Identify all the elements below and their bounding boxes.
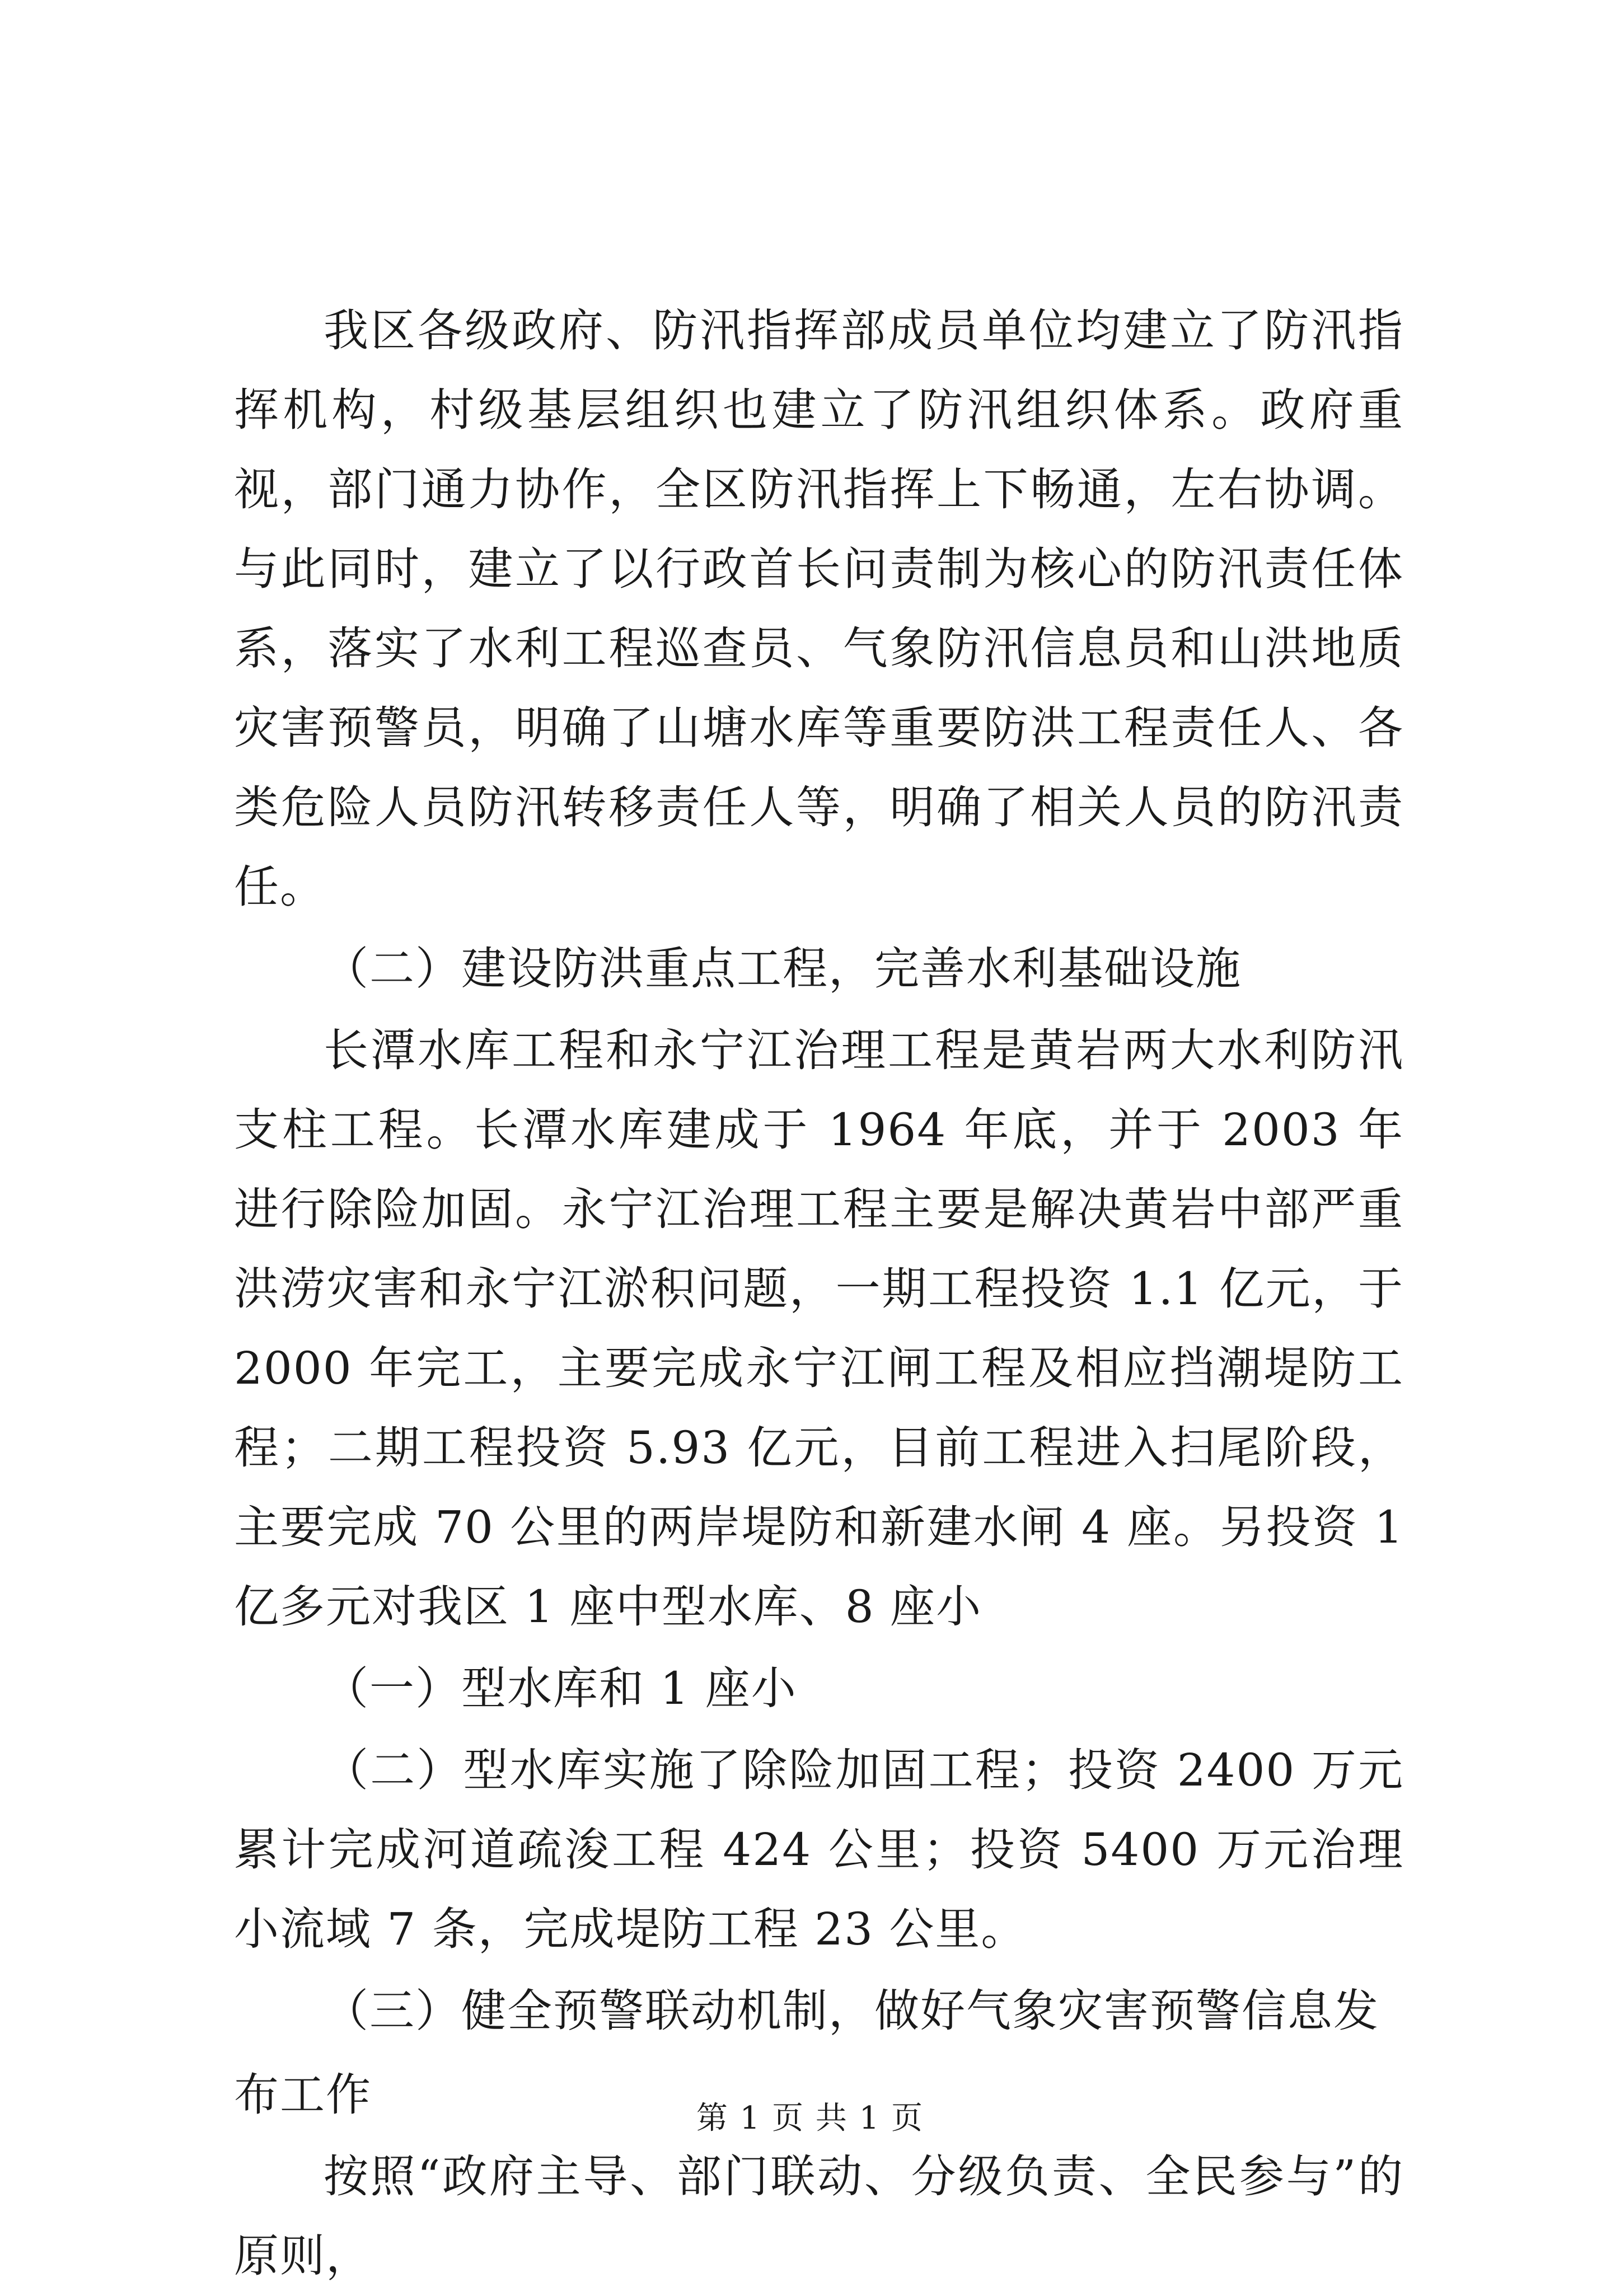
paragraph: （二）型水库实施了除险加固工程；投资 2400 万元累计完成河道疏浚工程 424 公里；投资 5400 万元治理小流域 7 条，完成堤防工程 23 公里。 [234,1744,1404,1955]
paragraph: 我区各级政府、防汛指挥部成员单位均建立了防汛指挥机构，村级基层组织也建立了防汛组织体系。政府重视，部门通力协作，全区防汛指挥上下畅通，左右协调。与此同时，建立了以行政首长问责制为核心的防汛责任体系，落实了水利工程巡查员、气象防汛信息员和山洪地质灾害预警员，明确了山塘水库等重要防洪工程责任人、各类危险人员防汛转移责任人等，明确了相关人员的防汛责任。 [234,304,1404,913]
section-heading: （二）建设防洪重点工程，完善水利基础设施 [324,943,1242,995]
section-heading: （三）健全预警联动机制，做好气象灾害预警信息发布工作 [234,1985,1379,2121]
page-footer: 第 1 页 共 1 页 [696,2100,924,2136]
paragraph: 按照“政府主导、部门联动、分级负责、全民参与”的原则， [234,2150,1404,2282]
section-heading: （一）型水库和 1 座小 [324,1662,797,1714]
document-body [234,291,1404,2296]
paragraph: 长潭水库工程和永宁江治理工程是黄岩两大水利防汛支柱工程。长潭水库建成于 1964 年底，并于 2003 年进行除险加固。永宁江治理工程主要是解决黄岩中部严重洪涝灾害和永宁江淤积问题，一期工程投资 1.1 亿元，于 2000 年完工，主要完成永宁江闸工程及相应挡潮堤防工程；二期工程投资 5.93 亿元，目前工程进入扫尾阶段，主要完成 70 公里的两岸堤防和新建水闸 4 座。另投资 1 亿多元对我区 1 座中型水库、8 座小 [234,1024,1404,1633]
